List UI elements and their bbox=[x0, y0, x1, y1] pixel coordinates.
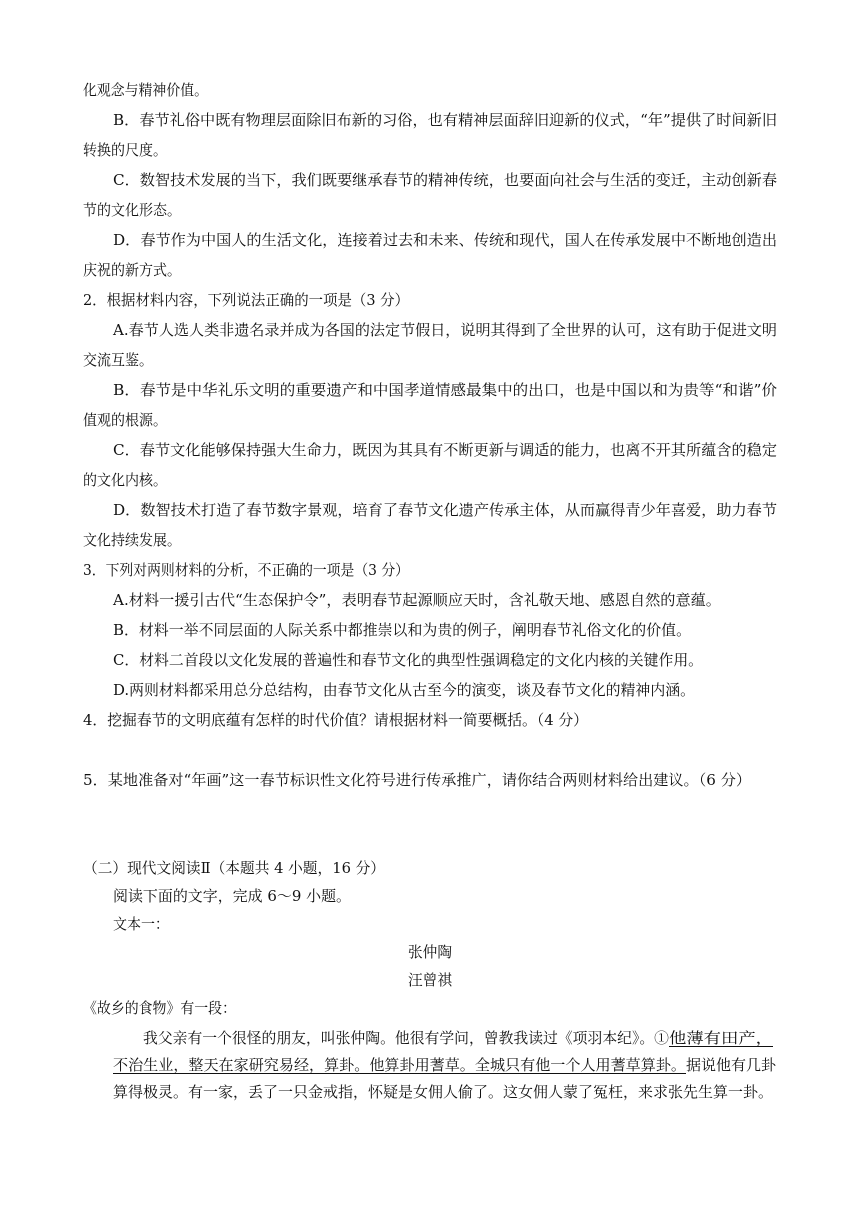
article-intro: 《故乡的食物》有一段： bbox=[83, 999, 236, 1017]
q2-option-b-line2: 值观的根源。 bbox=[83, 411, 167, 429]
q2-option-d-line1: D．数智技术打造了春节数字景观，培育了春节文化遗产传承主体，从而赢得青少年喜爱，助力春节 bbox=[113, 501, 777, 519]
underlined-sentence-1: 他薄有田产， bbox=[669, 1029, 773, 1047]
q2-option-d-line2: 文化持续发展。 bbox=[83, 531, 181, 549]
q1-option-d-line1: D．春节作为中国人的生活文化，连接着过去和未来、传统和现代，国人在传承发展中不断地创造出 bbox=[113, 231, 777, 249]
article-paragraph-line2: 不治生业，整天在家研究易经，算卦。他算卦用蓍草。全城只有他一个人用蓍草算卦。据说他有几卦 bbox=[113, 1056, 776, 1074]
article-title: 张仲陶 bbox=[408, 943, 452, 961]
article-author: 汪曾祺 bbox=[408, 971, 452, 989]
q1-option-d-line2: 庆祝的新方式。 bbox=[83, 261, 181, 279]
q1-option-c-line1: C．数智技术发展的当下，我们既要继承春节的精神传统，也要面向社会与生活的变迁，主动创新春 bbox=[113, 171, 777, 189]
q2-option-b-line1: B．春节是中华礼乐文明的重要遗产和中国孝道情感最集中的出口，也是中国以和为贵等“和谐”价 bbox=[113, 381, 777, 399]
article-paragraph-line3: 算得极灵。有一家，丢了一只金戒指，怀疑是女佣人偷了。这女佣人蒙了冤枉，来求张先生算一卦。 bbox=[113, 1083, 773, 1101]
q2-option-a-line2: 交流互鉴。 bbox=[83, 351, 153, 369]
underlined-sentence-2: 不治生业，整天在家研究易经，算卦。他算卦用蓍草。全城只有他一个人用蓍草算卦。 bbox=[113, 1056, 686, 1074]
q3-option-a: A.材料一援引古代“生态保护令”，表明春节起源顺应天时，含礼敬天地、感恩自然的意蕴。 bbox=[113, 591, 721, 609]
q3-option-d: D.两则材料都采用总分总结构，由春节文化从古至今的演变，谈及春节文化的精神内涵。 bbox=[113, 681, 695, 699]
q2-option-c-line1: C．春节文化能够保持强大生命力，既因为其具有不断更新与调适的能力，也离不开其所蕴含的稳定 bbox=[113, 441, 777, 459]
q4-stem: 4．挖掘春节的文明底蕴有怎样的时代价值？请根据材料一简要概括。（4 分） bbox=[83, 711, 588, 729]
text-one-label: 文本一： bbox=[113, 915, 169, 933]
q3-stem: 3．下列对两则材料的分析，不正确的一项是（3 分） bbox=[83, 561, 409, 579]
q5-stem: 5．某地准备对“年画”这一春节标识性文化符号进行传承推广，请你结合两则材料给出建议。（6 分） bbox=[83, 771, 751, 789]
q1-option-c-line2: 节的文化形态。 bbox=[83, 201, 181, 219]
q3-option-c: C．材料二首段以文化发展的普遍性和春节文化的典型性强调稳定的文化内核的关键作用。 bbox=[113, 651, 703, 669]
q2-option-a-line1: A.春节人选人类非遗名录并成为各国的法定节假日，说明其得到了全世界的认可，这有助于促进文明 bbox=[113, 321, 777, 339]
q1-option-b-line1: B．春节礼俗中既有物理层面除旧布新的习俗，也有精神层面辞旧迎新的仪式，“年”提供了时间新旧 bbox=[113, 111, 777, 129]
section-heading: （二）现代文阅读Ⅱ（本题共 4 小题，16 分） bbox=[83, 859, 385, 877]
article-paragraph-line1: 我父亲有一个很怪的朋友，叫张仲陶。他很有学问，曾教我读过《项羽本纪》。①他薄有田产， bbox=[143, 1029, 773, 1047]
q1-option-b-line2: 转换的尺度。 bbox=[83, 141, 167, 159]
q1-tail-line: 化观念与精神价值。 bbox=[83, 81, 208, 99]
section-instruction: 阅读下面的文字，完成 6～9 小题。 bbox=[113, 887, 351, 905]
q2-option-c-line2: 的文化内核。 bbox=[83, 471, 167, 489]
q3-option-b: B．材料一举不同层面的人际关系中都推崇以和为贵的例子，阐明春节礼俗文化的价值。 bbox=[113, 621, 691, 639]
q2-stem: 2．根据材料内容，下列说法正确的一项是（3 分） bbox=[83, 291, 409, 309]
